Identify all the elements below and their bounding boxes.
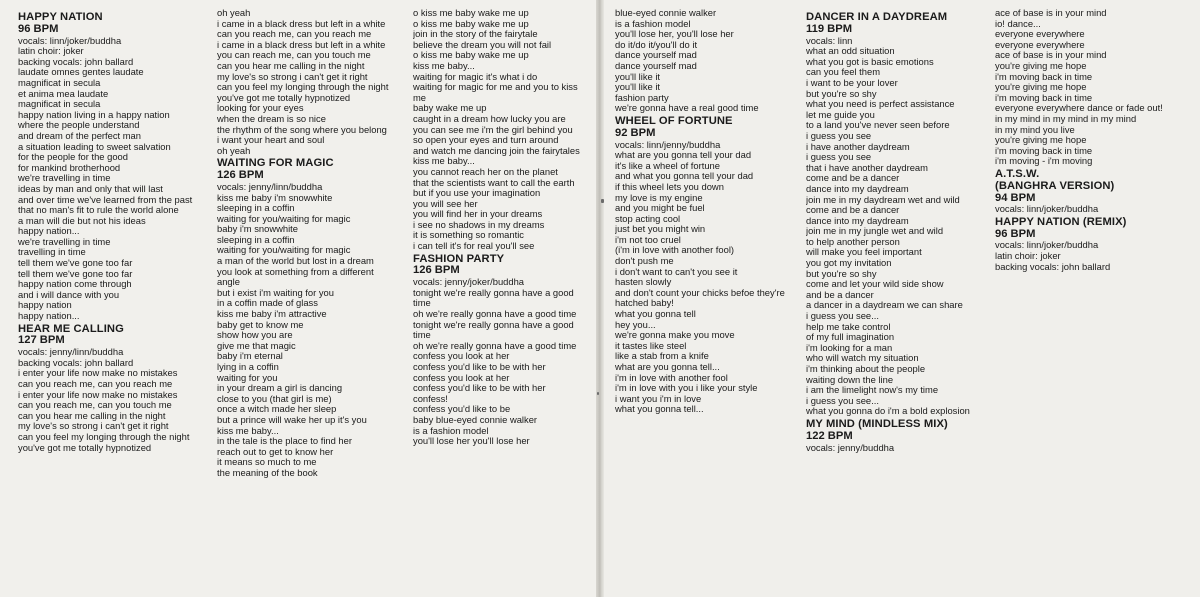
song-bpm: 126 BPM: [413, 264, 460, 277]
lyric-stanza: we're gonna have a real good time: [615, 102, 759, 114]
lyric-stanza: i came in a black dress but left in a white can you reach me, can you reach me i came in a black dress but left in a white you can reach me, can you touch me: [217, 17, 386, 61]
print-speck-mark: [597, 392, 599, 395]
lyrics-column-1: [18, 8, 214, 455]
lyric-stanza: you cannot reach her on the planet that the scientists want to call the earth but if you use your imagination you will see her you will find her in your dreams: [413, 165, 575, 220]
lyric-stanza: baby i'm snowwhite sleeping in a coffin waiting for you/waiting for magic a man of the world but lost in a dream you look at something from a different angle but i exist i'm waiting for you in a coffin made of glass: [217, 223, 374, 309]
song-block: [615, 8, 811, 114]
lyric-stanza: everyone everywhere everyone everywhere ace of base is in your mind: [995, 28, 1107, 61]
song-block: [18, 324, 214, 454]
lyric-stanza: can you hear me calling in the night my love's so strong i can't get it right can you feel my longing through the night you've got me totally hypnotized: [217, 59, 389, 103]
lyrics-column-3: [413, 8, 609, 449]
lyric-stanza: help me take control of my full imagination i'm looking for a man who will watch my situation i'm thinking about the people waiting down the line i am the limelight now's my time: [806, 320, 939, 396]
lyric-stanza: looking for your eyes when the dream is so nice the rhythm of the song where you belong i want your heart and soul: [217, 102, 387, 146]
song-bpm: 96 BPM: [18, 22, 59, 35]
song-block: [413, 254, 609, 447]
lyric-stanza: what are you gonna tell... i'm in love with another fool: [615, 361, 728, 383]
song-credits: vocals: linn: [806, 34, 853, 46]
song-credits: vocals: linn/jenny/buddha: [615, 138, 721, 150]
lyric-stanza: i enter your life now make no mistakes can you reach me, can you touch me: [18, 388, 178, 411]
song-title: WHEEL OF FORTUNE: [615, 114, 733, 127]
lyrics-column-5: [806, 8, 1002, 455]
lyric-stanza: we're travelling in time travelling in time: [18, 235, 111, 258]
lyric-stanza: o kiss me baby wake me up o kiss me baby wake me up join in the story of the fairytale believe the dream you will not fail o kiss me baby wake me up: [413, 8, 552, 61]
lyric-stanza: blue-eyed connie walker is a fashion model you'll lose her, you'll lose her: [615, 8, 734, 40]
lyric-stanza: what you gonna tell: [615, 308, 696, 320]
lyrics-column-6: [995, 8, 1195, 274]
lyric-stanza: can you hear me calling in the night my love's so strong i can't get it right can you feel my longing through the night you've got me totally hypnotized: [18, 409, 190, 453]
song-bpm: 119 BPM: [806, 22, 853, 35]
lyric-stanza: waiting for magic it's what i do waiting for magic for me and you to kiss me baby wake me up: [413, 70, 578, 114]
song-title: HAPPY NATION (REMIX): [995, 215, 1127, 228]
song-block: [217, 158, 413, 478]
lyric-stanza: tonight we're really gonna have a good time oh we're really gonna have a good time: [413, 286, 577, 320]
song-title: MY MIND (MINDLESS MIX): [806, 417, 948, 430]
lyric-stanza: i guess you see...: [806, 394, 879, 406]
song-credits: vocals: jenny/linn/buddha: [217, 180, 323, 192]
lyric-stanza: what you gonna tell...: [615, 403, 704, 415]
lyric-stanza: what an odd situation what you got is basic emotions can you feel them i want to be your lover but you're so shy what you need is perfect assistance let me guide you to a land you've never seen before: [806, 45, 955, 131]
song-bpm: 92 BPM: [615, 126, 656, 139]
lyric-stanza: you're giving me hope i'm moving back in time you're giving me hope i'm moving back in time: [995, 59, 1093, 103]
lyric-stanza: hey you... we're gonna make you move it tastes like steel like a stab from a knife: [615, 318, 735, 362]
lyric-stanza: kiss me baby i'm snowwhite sleeping in a coffin waiting for you/waiting for magic: [217, 191, 351, 224]
song-block: [413, 8, 609, 252]
song-bpm: 127 BPM: [18, 334, 65, 347]
song-block: [806, 12, 1002, 417]
lyric-stanza: kiss me baby...: [217, 424, 279, 436]
song-title: HAPPY NATION: [18, 11, 103, 23]
lyric-stanza: tell them we've gone too far tell them we've gone too far happy nation come through and i will dance with you happy nation: [18, 257, 133, 311]
song-block: [615, 116, 811, 415]
song-credits: vocals: linn/joker/buddha: [995, 203, 1099, 215]
song-title: HEAR ME CALLING: [18, 322, 124, 335]
lyric-stanza: happy nation...: [18, 225, 80, 237]
lyric-stanza: happy nation...: [18, 310, 80, 322]
lyric-stanza: oh yeah: [217, 144, 251, 156]
song-bpm: 122 BPM: [806, 429, 853, 442]
song-credits: vocals: jenny/linn/buddha backing vocals: john ballard: [18, 346, 134, 368]
lyric-stanza: come and let your wild side show and be a dancer a dancer in a daydream we can share: [806, 278, 963, 311]
lyric-stanza: ideas by man and only that will last and over time we've learned from the past that no man's fit to rule the world alone a man will die but not his ideas: [18, 182, 193, 226]
lyric-stanza: confess you look at her confess you'd like to be with her confess you look at her confess you'd like to be with her confess! confess you'd like to be: [413, 350, 546, 415]
lyric-stanza: i see no shadows in my dreams it is something so romantic i can tell it's for real you'll see: [413, 218, 545, 252]
song-block: [995, 8, 1195, 167]
lyric-stanza: do it/do it/you'll do it: [615, 38, 698, 50]
lyric-stanza: i'm not too cruel (i'm in love with another fool): [615, 233, 735, 256]
lyric-stanza: i enter your life now make no mistakes can you reach me, can you reach me: [18, 367, 178, 389]
song-title: DANCER IN A DAYDREAM: [806, 11, 948, 23]
song-block: [806, 419, 1002, 453]
lyrics-column-2: [217, 8, 413, 481]
lyrics-column-4: [615, 8, 811, 417]
song-bpm: 94 BPM: [995, 191, 1036, 204]
lyric-stanza: my love is my engine and you might be fuel stop acting cool just bet you might win: [615, 191, 706, 235]
lyric-stanza: oh yeah: [217, 8, 251, 18]
lyric-stanza: tonight we're really gonna have a good time oh we're really gonna have a good time: [413, 318, 577, 351]
song-block: [217, 8, 413, 156]
lyric-stanza: you're giving me hope i'm moving back in time i'm moving - i'm moving: [995, 134, 1093, 167]
song-credits: vocals: linn/joker/buddha latin choir: joker backing vocals: john ballard: [995, 239, 1111, 272]
lyric-stanza: i guess you see i have another daydream i guess you see that i have another daydream come and be a dancer dance into my daydream join me in my daydream wet and wild: [806, 129, 960, 205]
lyric-stanza: what are you gonna tell your dad it's like a wheel of fortune and what you gonna tell your dad if this wheel lets you down: [615, 149, 754, 192]
lyric-stanza: kiss me baby...: [413, 155, 475, 167]
lyric-stanza: in the tale is the place to find her reach out to get to know her it means so much to me the meaning of the book: [217, 435, 352, 478]
song-bpm: 126 BPM: [217, 169, 264, 182]
song-credits: vocals: linn/joker/buddha latin choir: joker backing vocals: john ballard: [18, 34, 134, 67]
song-title: FASHION PARTY: [413, 252, 505, 265]
lyric-stanza: dance yourself mad dance yourself mad you'll like it you'll like it fashion party: [615, 49, 697, 103]
lyric-stanza: come and be a dancer dance into my daydream join me in my jungle wet and wild: [806, 204, 944, 237]
print-speck-mark: [601, 199, 604, 203]
lyric-stanza: kiss me baby...: [413, 59, 475, 71]
lyric-stanza: in my mind in my mind in my mind in my mind you live: [995, 112, 1137, 135]
song-block: [995, 217, 1195, 272]
song-block: [18, 12, 214, 322]
song-credits: vocals: jenny/buddha: [806, 441, 895, 453]
lyric-stanza: happy nation living in a happy nation where the people understand and dream of the perfect man a situation leading to sweet salvation for the people for the good for mankind brotherhood: [18, 108, 171, 173]
song-title: A.T.S.W. (BANGHRA VERSION): [995, 167, 1115, 192]
lyric-stanza: don't push me i don't want to can't you see it hasten slowly and don't count your chicks befoe they're hatched baby!: [615, 255, 785, 309]
song-block: [995, 169, 1195, 215]
lyric-stanza: i guess you see...: [806, 310, 879, 322]
song-title: WAITING FOR MAGIC: [217, 157, 334, 170]
lyric-stanza: ace of base is in your mind io! dance...: [995, 8, 1107, 29]
lyric-stanza: baby blue-eyed connie walker is a fashion model you'll lose her you'll lose her: [413, 413, 538, 447]
lyric-stanza: to help another person will make you feel important you got my invitation but you're so shy: [806, 235, 922, 279]
lyric-stanza: kiss me baby i'm attractive baby get to know me show how you are give me that magic baby i'm eternal lying in a coffin waiting for you in your dream a girl is dancing close to you (that girl is me) once a witch made her sleep but a prince will wake her up it's you: [217, 308, 367, 425]
lyric-stanza: i'm in love with you i like your style i want you i'm in love: [615, 382, 758, 404]
lyric-stanza: we're travelling in time: [18, 172, 111, 184]
lyric-stanza: everyone everywhere dance or fade out!: [995, 102, 1163, 114]
song-bpm: 96 BPM: [995, 227, 1036, 240]
lyric-stanza: laudate omnes gentes laudate magnificat in secula et anima mea laudate magnificat in secula: [18, 66, 144, 110]
song-credits: vocals: jenny/joker/buddha: [413, 276, 525, 288]
lyric-stanza: what you gonna do i'm a bold explosion: [806, 405, 970, 417]
lyric-stanza: caught in a dream how lucky you are you can see me i'm the girl behind you so open your eyes and turn around and watch me dancing join the fairytales: [413, 112, 580, 156]
